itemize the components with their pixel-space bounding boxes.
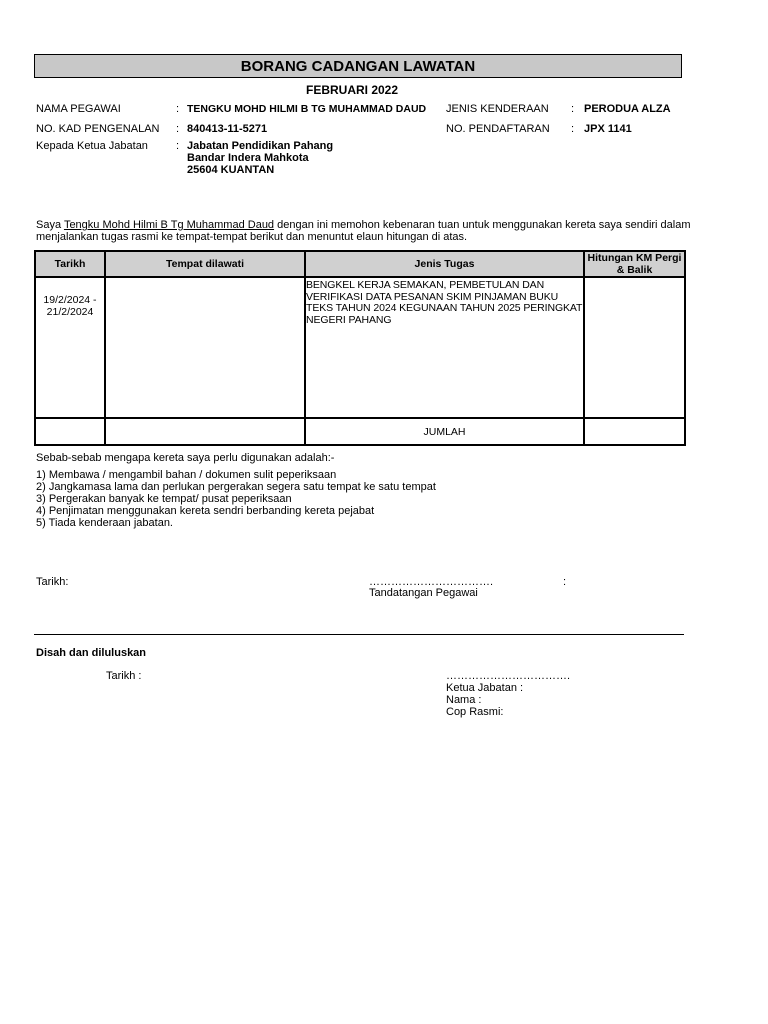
nama-colon: : — [176, 103, 180, 115]
form-month: FEBRUARI 2022 — [306, 83, 399, 97]
daftar-label: NO. PENDAFTARAN — [446, 123, 550, 135]
header-tarikh: Tarikh — [35, 251, 105, 277]
address-line-1: Jabatan Pendidikan Pahang — [187, 140, 334, 152]
jumlah-label: JUMLAH — [305, 418, 584, 445]
kenderaan-label: JENIS KENDERAAN — [446, 103, 549, 115]
total-cell-empty-1 — [35, 418, 105, 445]
cell-hitungan-km — [584, 277, 685, 418]
duty-table — [34, 250, 686, 446]
reason-item: 4) Penjimatan menggunakan kereta sendri berbanding kereta pejabat — [36, 505, 375, 517]
kepada-colon: : — [176, 140, 180, 152]
reason-item: 2) Jangkamasa lama dan perlukan pergerakan segera satu tempat ke satu tempat — [36, 481, 436, 493]
statement-line-2: menjalankan tugas rasmi ke tempat-tempat berikut dan menuntut elaun hitungan di atas. — [36, 231, 468, 243]
kepada-label: Kepada Ketua Jabatan — [36, 140, 148, 152]
cell-tarikh: 19/2/2024 - 21/2/2024 — [35, 277, 105, 418]
kenderaan-colon: : — [571, 103, 575, 115]
kp-colon: : — [176, 123, 180, 135]
kp-label: NO. KAD PENGENALAN — [36, 123, 160, 135]
reason-item: 5) Tiada kenderaan jabatan. — [36, 517, 173, 529]
signature-tarikh-label: Tarikh: — [36, 576, 69, 588]
nama-value: TENGKU MOHD HILMI B TG MUHAMMAD DAUD — [187, 103, 427, 115]
cell-tempat — [105, 277, 305, 418]
total-cell-empty-2 — [105, 418, 305, 445]
approval-ketua: Ketua Jabatan : — [446, 682, 524, 694]
signature-label: Tandatangan Pegawai — [369, 587, 478, 599]
reasons-intro: Sebab-sebab mengapa kereta saya perlu digunakan adalah:- — [36, 452, 335, 464]
statement-prefix: Saya — [36, 219, 64, 231]
approval-tarikh-label: Tarikh : — [106, 670, 142, 682]
approval-dots: ……………………………. — [446, 670, 571, 682]
daftar-value: JPX 1141 — [584, 123, 632, 135]
kenderaan-value: PERODUA ALZA — [584, 103, 671, 115]
form-title: BORANG CADANGAN LAWATAN — [34, 54, 682, 78]
daftar-colon: : — [571, 123, 575, 135]
address-line-3: 25604 KUANTAN — [187, 164, 275, 176]
separator-line — [34, 634, 684, 635]
jumlah-value — [584, 418, 685, 445]
header-tempat: Tempat dilawati — [105, 251, 305, 277]
approval-nama: Nama : — [446, 694, 482, 706]
approval-heading: Disah dan diluluskan — [36, 647, 147, 659]
header-hitungan-km: Hitungan KM Pergi & Balik — [584, 251, 685, 277]
signature-colon: : — [563, 576, 567, 588]
cell-jenis-tugas: BENGKEL KERJA SEMAKAN, PEMBETULAN DAN VERIFIKASI DATA PESANAN SKIM PINJAMAN BUKU TEKS TAHUN 2024 KEGUNAAN TAHUN 2025 PERINGKAT NEGERI PAHANG — [305, 277, 584, 418]
approval-cop: Cop Rasmi: — [446, 706, 504, 718]
address-line-2: Bandar Indera Mahkota — [187, 152, 309, 164]
header-jenis-tugas: Jenis Tugas — [305, 251, 584, 277]
reason-item: 3) Pergerakan banyak ke tempat/ pusat peperiksaan — [36, 493, 292, 505]
statement-name: Tengku Mohd Hilmi B Tg Muhammad Daud — [63, 219, 275, 231]
statement-line-1 — [36, 219, 691, 231]
kp-value: 840413-11-5271 — [187, 123, 268, 135]
nama-label: NAMA PEGAWAI — [36, 103, 121, 115]
statement-suffix: dengan ini memohon kebenaran tuan untuk menggunakan kereta saya sendiri dalam — [274, 219, 691, 231]
reason-item: 1) Membawa / mengambil bahan / dokumen sulit peperiksaan — [36, 469, 337, 481]
signature-dots: ……………………………. — [369, 576, 494, 588]
